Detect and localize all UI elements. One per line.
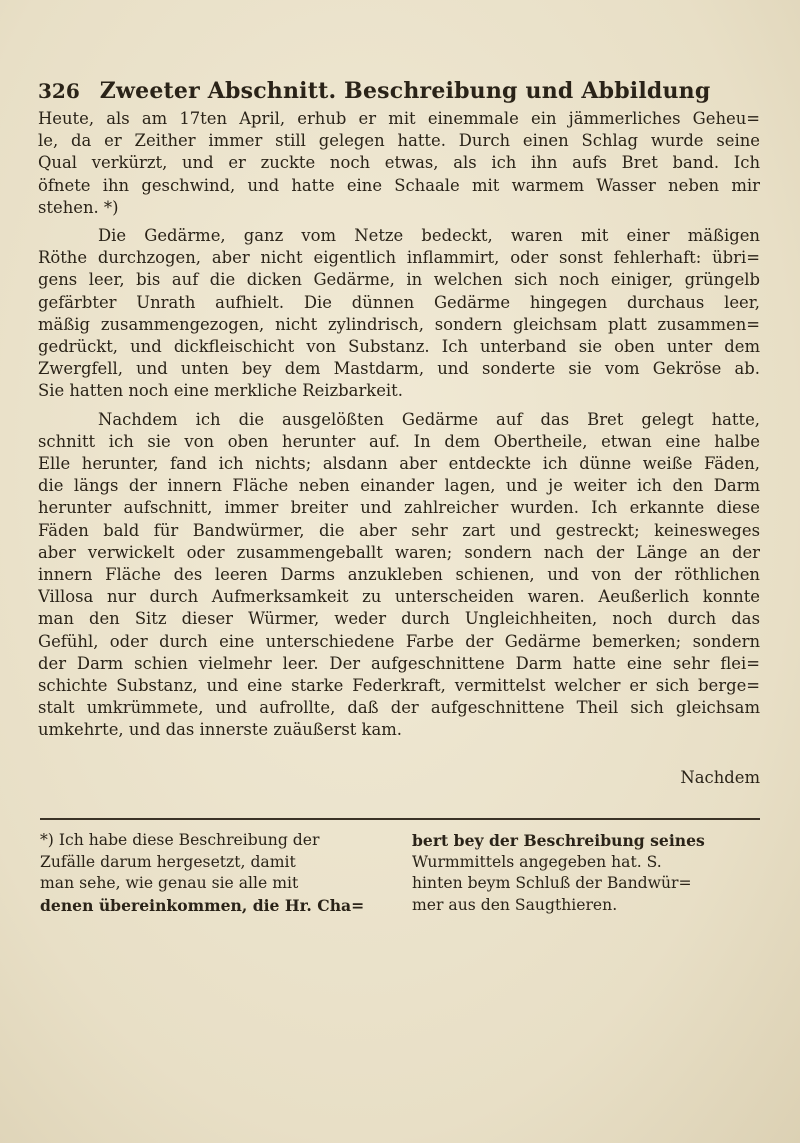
footnote-line: bert bey der Beschreibung seines xyxy=(412,831,705,850)
paragraph-3 xyxy=(38,409,760,742)
text-line: aber verwickelt oder zusammengeballt waren; sondern nach der Länge an der xyxy=(38,542,760,562)
text-line: stalt umkrümmete, und aufrollte, daß der aufgeschnittene Theil sich gleichsam xyxy=(38,698,760,718)
text-line: stehen. *) xyxy=(38,197,119,217)
text-line: Nachdem ich die ausgelößten Gedärme auf das Bret gelegt hatte, xyxy=(98,409,760,429)
running-title: Zweeter Abschnitt. Beschreibung und Abbildung xyxy=(99,78,711,104)
text-line: man den Sitz dieser Würmer, weder durch Ungleichheiten, noch durch das xyxy=(38,609,760,629)
footnote-line: mer aus den Saugthieren. xyxy=(412,895,618,914)
footnote-line: Zufälle darum hergesetzt, damit xyxy=(40,852,296,871)
text-line: mäßig zusammengezogen, nicht zylindrisch, sondern gleichsam platt zusammen= xyxy=(38,314,760,334)
text-line: Zwergfell, und unten bey dem Mastdarm, und sonderte sie vom Gekröse ab. xyxy=(38,359,760,379)
footnote-divider xyxy=(40,818,760,820)
text-line: Fäden bald für Bandwürmer, die aber sehr zart und gestreckt; keinesweges xyxy=(38,520,760,540)
text-line: gedrückt, und dickfleischicht von Substanz. Ich unterband sie oben unter dem xyxy=(38,337,760,357)
text-line: innern Fläche des leeren Darms anzukleben schienen, und von der röthlichen xyxy=(38,565,760,585)
footnote-line: man sehe, wie genau sie alle mit xyxy=(40,874,299,892)
page-number: 326 xyxy=(38,79,80,103)
text-line: Heute, als am 17ten April, erhub er mit einemmale ein jämmerliches Geheu= xyxy=(38,109,760,128)
footnote-line: *) Ich habe diese Beschreibung der xyxy=(40,831,320,849)
paragraph-1 xyxy=(38,108,760,219)
footnote-line: denen übereinkommen, die Hr. Cha= xyxy=(40,895,365,915)
footnote-right-column xyxy=(412,830,760,916)
text-line: schichte Substanz, und eine starke Federkraft, vermittelst welcher er sich berge= xyxy=(38,676,760,696)
text-line: gens leer, bis auf die dicken Gedärme, in welchen sich noch einiger, grüngelb xyxy=(38,270,760,290)
text-line: umkehrte, und das innerste zuäußerst kam. xyxy=(38,720,402,740)
text-line: Die Gedärme, ganz vom Netze bedeckt, waren mit einer mäßigen xyxy=(98,226,760,246)
running-header xyxy=(38,78,760,104)
text-line: die längs der innern Fläche neben einander lagen, und je weiter ich den Darm xyxy=(38,476,760,496)
text-line: Qual verkürzt, und er zuckte noch etwas, als ich ihn aufs Bret band. Ich xyxy=(38,153,760,173)
main-text xyxy=(38,108,760,742)
text-line: öfnete ihn geschwind, und hatte eine Schaale mit warmem Wasser neben mir xyxy=(38,175,760,195)
text-line: gefärbter Unrath aufhielt. Die dünnen Gedärme hingegen durchaus leer, xyxy=(38,292,760,312)
text-line: Sie hatten noch eine merkliche Reizbarkeit. xyxy=(38,381,403,401)
catchword: Nachdem xyxy=(680,768,760,787)
text-line: Gefühl, oder durch eine unterschiedene Farbe der Gedärme bemerken; sondern xyxy=(38,631,760,651)
paragraph-2 xyxy=(38,225,760,403)
text-line: Röthe durchzogen, aber nicht eigentlich inflammirt, oder sonst fehlerhaft: übri= xyxy=(38,248,760,268)
footnote xyxy=(40,830,760,916)
text-line: herunter aufschnitt, immer breiter und zahlreicher wurden. Ich erkannte diese xyxy=(38,498,760,518)
text-line: Elle herunter, fand ich nichts; alsdann aber entdeckte ich dünne weiße Fäden, xyxy=(38,454,760,474)
footnote-line: Wurmmittels angegeben hat. S. xyxy=(412,852,662,871)
text-line: Villosa nur durch Aufmerksamkeit zu unterscheiden waren. Aeußerlich konnte xyxy=(38,587,760,607)
footnote-left-column xyxy=(40,830,388,916)
footnote-line: hinten beym Schluß der Bandwür= xyxy=(412,874,692,892)
text-line: le, da er Zeither immer still gelegen hatte. Durch einen Schlag wurde seine xyxy=(38,131,760,151)
text-line: der Darm schien vielmehr leer. Der aufgeschnittene Darm hatte eine sehr flei= xyxy=(38,653,760,673)
text-line: schnitt ich sie von oben herunter auf. In dem Obertheile, etwan eine halbe xyxy=(38,431,760,451)
